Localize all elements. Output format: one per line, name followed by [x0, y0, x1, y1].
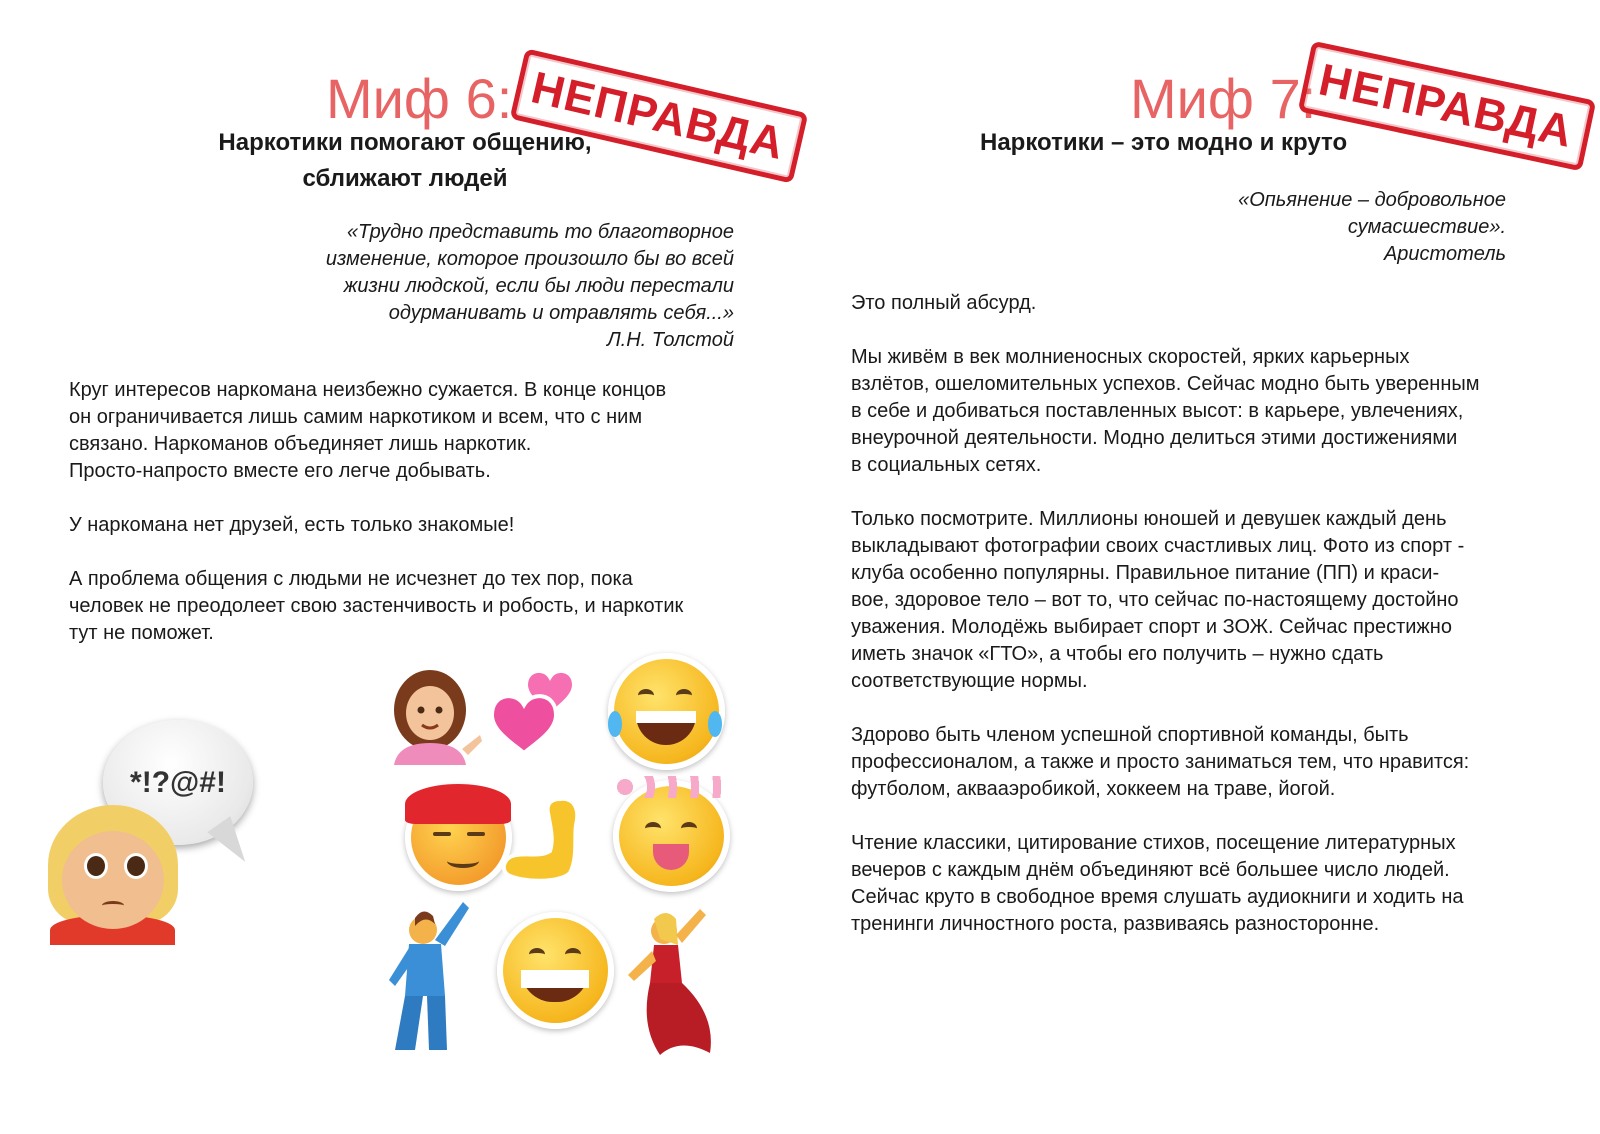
two-hearts-icon: [490, 665, 585, 760]
myth-7-title: Миф 7:: [1130, 67, 1317, 130]
woman-dancing-icon: [620, 905, 720, 1060]
myth-6-body: [69, 377, 749, 674]
paragraph: А проблема общения с людьми не исчезнет до тех пор, пока человек не преодолеет свою застенчивость и робость, и наркотик тут не поможет.: [69, 568, 684, 644]
man-dancing-icon: [385, 900, 475, 1060]
paragraph: Здорово быть членом успешной спортивной команды, быть профессионалом, а также и просто заниматься тем, что нравится: футболом, аквааэробикой, хоккеем на траве, йогой.: [851, 724, 1470, 800]
paragraph: Это полный абсурд.: [851, 292, 1037, 314]
paragraph: Круг интересов наркомана неизбежно сужается. В конце концов он ограничивается лишь самим наркотиком и всем, что с ним связано. Наркоманов объединяет лишь наркотик. Просто-напросто вместе его легче добывать.: [69, 379, 667, 482]
flower-crown-peace-icon: [613, 780, 730, 892]
grinning-face-icon: [497, 912, 614, 1029]
paragraph: Чтение классики, цитирование стихов, посещение литературных вечеров с каждым днём объединяют всё большее число людей. Сейчас круто в свободное время слушать аудиокниги и ходить на тренинги личностного роста, развиваясь разносторонне.: [851, 832, 1464, 935]
paragraph: Мы живём в век молниеносных скоростей, ярких карьерных взлётов, ошеломительных успехов. Сейчас модно быть уверенным в себе и добиваться поставленных высот: в карьере, увлечениях, внеурочной деятельности. Модно делиться этими достижениями в социальных сетях.: [851, 346, 1480, 476]
quote-author: Аристотель: [1383, 243, 1506, 265]
false-stamp: НЕПРАВДА: [510, 48, 809, 183]
quote-text: «Трудно представить то благотворное изменение, которое произошло бы во всей жизни людской, если бы люди перестали одурманивать и отравлять себя...»: [325, 221, 734, 324]
quote-author: Л.Н. Толстой: [606, 329, 734, 351]
myth-7-body: [851, 290, 1531, 965]
flexed-biceps-icon: [500, 795, 590, 885]
myth-7-subtitle: Наркотики – это модно и круто: [980, 129, 1348, 156]
myth-6-subtitle: Наркотики помогают общению, сближают людей: [218, 129, 592, 192]
false-stamp: НЕПРАВДА: [1298, 41, 1597, 172]
paragraph: У наркомана нет друзей, есть только знакомые!: [69, 514, 515, 536]
aristotle-quote: [1186, 187, 1506, 268]
person-tipping-hand-icon: [380, 665, 485, 770]
tears-of-joy-icon: [608, 653, 725, 770]
tolstoy-quote: [294, 219, 734, 354]
myth-6-title: Миф 6:: [326, 67, 513, 130]
smirk-bandana-icon: [405, 784, 512, 891]
bubble-text: *!?@#!: [130, 765, 226, 799]
sad-girl-icon: [40, 805, 185, 945]
paragraph: Только посмотрите. Миллионы юношей и девушек каждый день выкладывают фотографии своих счастливых лиц. Фото из спорт - клуба особенно популярны. Правильное питание (ПП) и краси- вое, здоровое тело – вот то, что сейчас по-настоящему достойно уважения. Молодёжь выбирает спорт и ЗОЖ. Сейчас престижно иметь значок «ГТО», а чтобы его получить – нужно сдать соответствующие нормы.: [851, 508, 1465, 692]
quote-text: «Опьянение – добровольное сумасшествие».: [1238, 189, 1506, 238]
right-page: [800, 0, 1600, 1134]
